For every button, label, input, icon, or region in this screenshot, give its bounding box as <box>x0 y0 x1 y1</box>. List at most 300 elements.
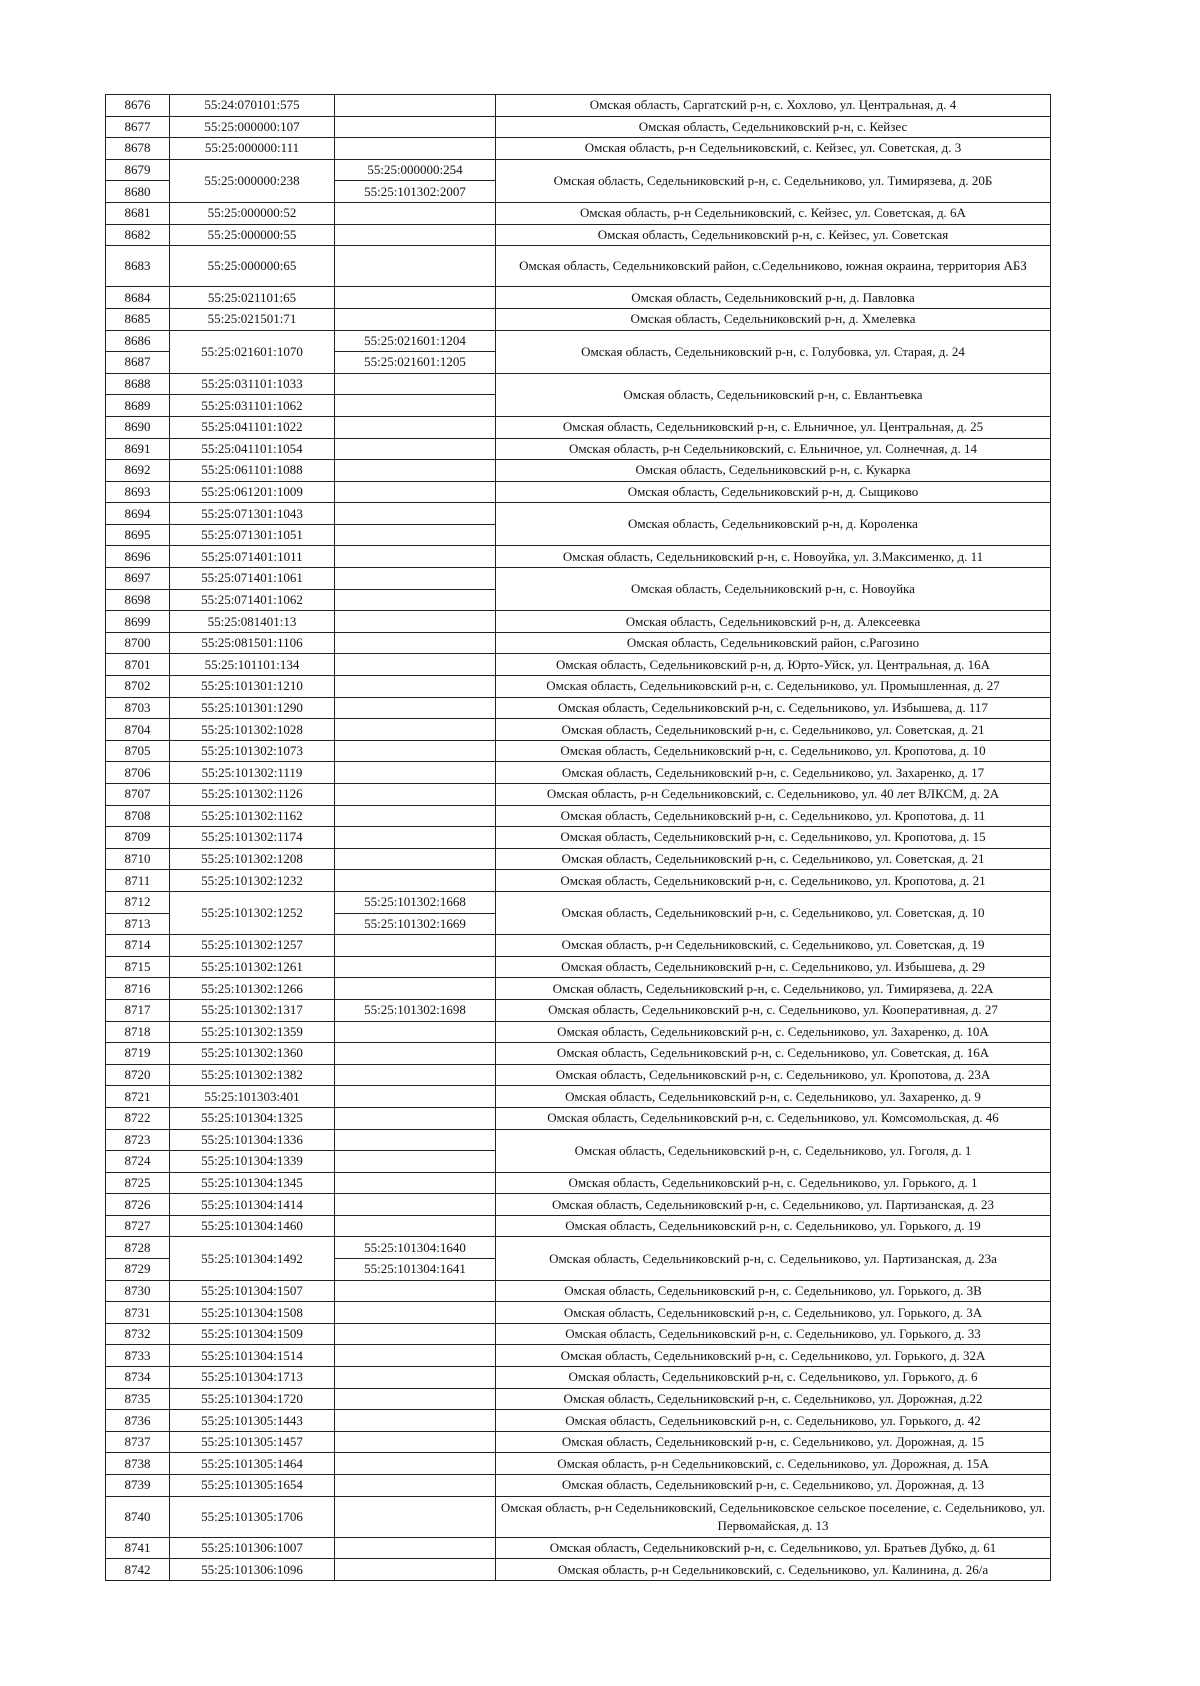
table-row <box>106 1043 1051 1065</box>
related-cadastral-number <box>335 1280 496 1302</box>
related-cadastral-number <box>335 654 496 676</box>
table-row <box>106 287 1051 309</box>
object-address: Омская область, Седельниковский р-н, с. Седельниково, ул. Советская, д. 21 <box>496 848 1051 870</box>
related-cadastral-number <box>335 1496 496 1537</box>
table-row <box>106 1475 1051 1497</box>
table-row <box>106 481 1051 503</box>
cadastral-number: 55:25:101304:1345 <box>170 1172 335 1194</box>
object-address: Омская область, Седельниковский р-н, д. Короленка <box>496 503 1051 546</box>
related-cadastral-number <box>335 438 496 460</box>
cadastral-number: 55:25:101305:1457 <box>170 1431 335 1453</box>
object-address: Омская область, Седельниковский р-н, с. Седельниково, ул. Дорожная, д. 15 <box>496 1431 1051 1453</box>
cadastral-number: 55:25:101302:1126 <box>170 784 335 806</box>
cadastral-number: 55:25:101302:1257 <box>170 935 335 957</box>
row-number: 8721 <box>106 1086 170 1108</box>
related-cadastral-number <box>335 978 496 1000</box>
related-cadastral-number <box>335 805 496 827</box>
row-number: 8700 <box>106 632 170 654</box>
related-cadastral-number <box>335 373 496 395</box>
object-address: Омская область, Седельниковский р-н, с. Седельниково, ул. Кропотова, д. 21 <box>496 870 1051 892</box>
cadastral-number: 55:25:071401:1062 <box>170 589 335 611</box>
cadastral-number: 55:25:101304:1325 <box>170 1107 335 1129</box>
table-row <box>106 1559 1051 1581</box>
cadastral-number: 55:25:101301:1210 <box>170 676 335 698</box>
related-cadastral-number <box>335 740 496 762</box>
cadastral-number: 55:25:101304:1713 <box>170 1367 335 1389</box>
cadastral-number: 55:25:000000:111 <box>170 138 335 160</box>
row-number: 8708 <box>106 805 170 827</box>
row-number: 8687 <box>106 352 170 374</box>
cadastral-number: 55:25:101302:1382 <box>170 1064 335 1086</box>
row-number: 8718 <box>106 1021 170 1043</box>
table-row <box>106 784 1051 806</box>
object-address: Омская область, Седельниковский р-н, с. Седельниково, ул. Кооперативная, д. 27 <box>496 999 1051 1021</box>
row-number: 8716 <box>106 978 170 1000</box>
cadastral-number: 55:25:101304:1509 <box>170 1323 335 1345</box>
related-cadastral-number <box>335 762 496 784</box>
row-number: 8709 <box>106 827 170 849</box>
cadastral-number: 55:25:101101:134 <box>170 654 335 676</box>
related-cadastral-number <box>335 632 496 654</box>
related-cadastral-number <box>335 1410 496 1432</box>
table-row <box>106 330 1051 352</box>
table-row <box>106 676 1051 698</box>
table-row <box>106 1237 1051 1259</box>
cadastral-number: 55:25:101302:1162 <box>170 805 335 827</box>
cadastral-number: 55:25:101306:1096 <box>170 1559 335 1581</box>
cadastral-number: 55:25:000000:65 <box>170 246 335 287</box>
related-cadastral-number <box>335 1367 496 1389</box>
row-number: 8710 <box>106 848 170 870</box>
table-row <box>106 870 1051 892</box>
object-address: Омская область, р-н Седельниковский, с. Кейзес, ул. Советская, д. 6А <box>496 202 1051 224</box>
related-cadastral-number: 55:25:101302:1668 <box>335 891 496 913</box>
table-row <box>106 654 1051 676</box>
object-address: Омская область, Седельниковский р-н, с. Седельниково, ул. Тимирязева, д. 22А <box>496 978 1051 1000</box>
table-row <box>106 568 1051 590</box>
cadastral-number: 55:25:101303:401 <box>170 1086 335 1108</box>
table-row <box>106 891 1051 913</box>
table-row <box>106 762 1051 784</box>
row-number: 8676 <box>106 95 170 117</box>
related-cadastral-number <box>335 1021 496 1043</box>
cadastral-number: 55:25:000000:107 <box>170 116 335 138</box>
cadastral-number: 55:25:101305:1443 <box>170 1410 335 1432</box>
object-address: Омская область, Седельниковский р-н, с. Седельниково, ул. Партизанская, д. 23 <box>496 1194 1051 1216</box>
object-address: Омская область, Седельниковский р-н, д. Сыщиково <box>496 481 1051 503</box>
row-number: 8730 <box>106 1280 170 1302</box>
table-row <box>106 1280 1051 1302</box>
object-address: Омская область, р-н Седельниковский, с. Седельниково, ул. Советская, д. 19 <box>496 935 1051 957</box>
related-cadastral-number <box>335 1215 496 1237</box>
related-cadastral-number <box>335 1475 496 1497</box>
cadastral-number: 55:25:101305:1706 <box>170 1496 335 1537</box>
row-number: 8688 <box>106 373 170 395</box>
row-number: 8693 <box>106 481 170 503</box>
row-number: 8737 <box>106 1431 170 1453</box>
related-cadastral-number <box>335 116 496 138</box>
cadastral-number: 55:25:101302:1208 <box>170 848 335 870</box>
cadastral-number: 55:25:101302:1028 <box>170 719 335 741</box>
table-row <box>106 416 1051 438</box>
cadastral-number: 55:25:101302:1232 <box>170 870 335 892</box>
object-address: Омская область, Седельниковский р-н, с. Седельниково, ул. Захаренко, д. 17 <box>496 762 1051 784</box>
row-number: 8681 <box>106 202 170 224</box>
object-address: Омская область, Седельниковский р-н, с. Новоуйка, ул. З.Максименко, д. 11 <box>496 546 1051 568</box>
related-cadastral-number: 55:25:021601:1204 <box>335 330 496 352</box>
object-address: Омская область, Седельниковский р-н, с. Кейзес <box>496 116 1051 138</box>
cadastral-number: 55:25:101304:1508 <box>170 1302 335 1324</box>
table-row <box>106 1323 1051 1345</box>
cadastral-number: 55:25:031101:1062 <box>170 395 335 417</box>
related-cadastral-number: 55:25:101302:2007 <box>335 181 496 203</box>
related-cadastral-number <box>335 1107 496 1129</box>
row-number: 8694 <box>106 503 170 525</box>
object-address: Омская область, Седельниковский р-н, с. Седельниково, ул. Горького, д. 1 <box>496 1172 1051 1194</box>
row-number: 8717 <box>106 999 170 1021</box>
row-number: 8683 <box>106 246 170 287</box>
row-number: 8690 <box>106 416 170 438</box>
cadastral-number: 55:25:101302:1359 <box>170 1021 335 1043</box>
object-address: Омская область, р-н Седельниковский, с. Ельничное, ул. Солнечная, д. 14 <box>496 438 1051 460</box>
cadastral-number: 55:25:101302:1073 <box>170 740 335 762</box>
table-row <box>106 1302 1051 1324</box>
related-cadastral-number <box>335 611 496 633</box>
table-row <box>106 460 1051 482</box>
object-address: Омская область, Седельниковский р-н, с. Кукарка <box>496 460 1051 482</box>
table-row <box>106 95 1051 117</box>
related-cadastral-number <box>335 719 496 741</box>
object-address: Омская область, Седельниковский р-н, с. Седельниково, ул. Дорожная, д.22 <box>496 1388 1051 1410</box>
related-cadastral-number <box>335 1194 496 1216</box>
table-row <box>106 503 1051 525</box>
cadastral-number: 55:25:101302:1119 <box>170 762 335 784</box>
cadastral-number: 55:25:021601:1070 <box>170 330 335 373</box>
cadastral-number: 55:25:101302:1261 <box>170 956 335 978</box>
object-address: Омская область, Седельниковский р-н, с. Седельниково, ул. Комсомольская, д. 46 <box>496 1107 1051 1129</box>
cadastral-number: 55:25:081401:13 <box>170 611 335 633</box>
related-cadastral-number: 55:25:101302:1698 <box>335 999 496 1021</box>
row-number: 8729 <box>106 1259 170 1281</box>
row-number: 8695 <box>106 524 170 546</box>
table-row <box>106 546 1051 568</box>
related-cadastral-number <box>335 1323 496 1345</box>
related-cadastral-number: 55:25:021601:1205 <box>335 352 496 374</box>
row-number: 8727 <box>106 1215 170 1237</box>
row-number: 8720 <box>106 1064 170 1086</box>
object-address: Омская область, Седельниковский р-н, д. Алексеевка <box>496 611 1051 633</box>
related-cadastral-number <box>335 589 496 611</box>
related-cadastral-number: 55:25:101304:1641 <box>335 1259 496 1281</box>
table-row <box>106 1107 1051 1129</box>
row-number: 8684 <box>106 287 170 309</box>
cadastral-number: 55:25:101302:1360 <box>170 1043 335 1065</box>
related-cadastral-number <box>335 546 496 568</box>
row-number: 8742 <box>106 1559 170 1581</box>
table-row <box>106 935 1051 957</box>
object-address: Омская область, Седельниковский р-н, д. Юрто-Уйск, ул. Центральная, д. 16А <box>496 654 1051 676</box>
table-row <box>106 1064 1051 1086</box>
row-number: 8719 <box>106 1043 170 1065</box>
cadastral-number: 55:25:031101:1033 <box>170 373 335 395</box>
object-address: Омская область, Седельниковский р-н, с. Седельниково, ул. Братьев Дубко, д. 61 <box>496 1537 1051 1559</box>
row-number: 8722 <box>106 1107 170 1129</box>
row-number: 8736 <box>106 1410 170 1432</box>
row-number: 8686 <box>106 330 170 352</box>
cadastral-number: 55:25:101305:1654 <box>170 1475 335 1497</box>
cadastral-number: 55:25:101305:1464 <box>170 1453 335 1475</box>
table-row <box>106 1410 1051 1432</box>
row-number: 8734 <box>106 1367 170 1389</box>
related-cadastral-number <box>335 416 496 438</box>
cadastral-number: 55:24:070101:575 <box>170 95 335 117</box>
table-row <box>106 1021 1051 1043</box>
related-cadastral-number <box>335 1453 496 1475</box>
object-address: Омская область, Седельниковский р-н, с. Седельниково, ул. Советская, д. 16А <box>496 1043 1051 1065</box>
cadastral-number: 55:25:000000:55 <box>170 224 335 246</box>
registry-table <box>105 94 1051 1581</box>
row-number: 8696 <box>106 546 170 568</box>
object-address: Омская область, Седельниковский р-н, с. Седельниково, ул. Избышева, д. 29 <box>496 956 1051 978</box>
related-cadastral-number <box>335 568 496 590</box>
related-cadastral-number <box>335 848 496 870</box>
related-cadastral-number <box>335 1086 496 1108</box>
object-address: Омская область, Седельниковский р-н, с. Седельниково, ул. Захаренко, д. 9 <box>496 1086 1051 1108</box>
row-number: 8738 <box>106 1453 170 1475</box>
table-row <box>106 116 1051 138</box>
table-row <box>106 1388 1051 1410</box>
related-cadastral-number <box>335 1172 496 1194</box>
row-number: 8679 <box>106 159 170 181</box>
row-number: 8705 <box>106 740 170 762</box>
object-address: Омская область, Седельниковский район, с.Рагозино <box>496 632 1051 654</box>
related-cadastral-number <box>335 481 496 503</box>
related-cadastral-number <box>335 784 496 806</box>
object-address: Омская область, р-н Седельниковский, с. Кейзес, ул. Советская, д. 3 <box>496 138 1051 160</box>
object-address: Омская область, р-н Седельниковский, с. Седельниково, ул. 40 лет ВЛКСМ, д. 2А <box>496 784 1051 806</box>
object-address: Омская область, Седельниковский р-н, с. Седельниково, ул. Дорожная, д. 13 <box>496 1475 1051 1497</box>
related-cadastral-number <box>335 138 496 160</box>
row-number: 8741 <box>106 1537 170 1559</box>
object-address: Омская область, Седельниковский р-н, с. Седельниково, ул. Горького, д. 6 <box>496 1367 1051 1389</box>
row-number: 8689 <box>106 395 170 417</box>
row-number: 8725 <box>106 1172 170 1194</box>
row-number: 8740 <box>106 1496 170 1537</box>
cadastral-number: 55:25:101302:1252 <box>170 891 335 934</box>
row-number: 8677 <box>106 116 170 138</box>
table-row <box>106 1345 1051 1367</box>
cadastral-number: 55:25:101304:1507 <box>170 1280 335 1302</box>
related-cadastral-number <box>335 95 496 117</box>
registry-rows <box>106 95 1051 1581</box>
related-cadastral-number <box>335 697 496 719</box>
object-address: Омская область, Седельниковский р-н, с. Седельниково, ул. Кропотова, д. 11 <box>496 805 1051 827</box>
table-row <box>106 827 1051 849</box>
cadastral-number: 55:25:071301:1043 <box>170 503 335 525</box>
table-row <box>106 1537 1051 1559</box>
related-cadastral-number <box>335 202 496 224</box>
table-row <box>106 138 1051 160</box>
cadastral-number: 55:25:101304:1514 <box>170 1345 335 1367</box>
cadastral-number: 55:25:081501:1106 <box>170 632 335 654</box>
table-row <box>106 246 1051 287</box>
row-number: 8704 <box>106 719 170 741</box>
table-row <box>106 1215 1051 1237</box>
row-number: 8726 <box>106 1194 170 1216</box>
row-number: 8691 <box>106 438 170 460</box>
row-number: 8735 <box>106 1388 170 1410</box>
cadastral-number: 55:25:071401:1061 <box>170 568 335 590</box>
related-cadastral-number <box>335 1388 496 1410</box>
cadastral-number: 55:25:101304:1492 <box>170 1237 335 1280</box>
cadastral-number: 55:25:061201:1009 <box>170 481 335 503</box>
object-address: Омская область, Седельниковский р-н, с. Кейзес, ул. Советская <box>496 224 1051 246</box>
row-number: 8685 <box>106 308 170 330</box>
table-row <box>106 848 1051 870</box>
object-address: Омская область, Седельниковский р-н, д. Хмелевка <box>496 308 1051 330</box>
row-number: 8703 <box>106 697 170 719</box>
row-number: 8692 <box>106 460 170 482</box>
related-cadastral-number: 55:25:101302:1669 <box>335 913 496 935</box>
cadastral-number: 55:25:101304:1720 <box>170 1388 335 1410</box>
table-row <box>106 308 1051 330</box>
row-number: 8711 <box>106 870 170 892</box>
object-address: Омская область, р-н Седельниковский, Седельниковское сельское поселение, с. Седельниково, ул. Первомайская, д. 13 <box>496 1496 1051 1537</box>
related-cadastral-number <box>335 224 496 246</box>
related-cadastral-number <box>335 1302 496 1324</box>
object-address: Омская область, Седельниковский р-н, с. Седельниково, ул. Избышева, д. 117 <box>496 697 1051 719</box>
cadastral-number: 55:25:101304:1414 <box>170 1194 335 1216</box>
object-address: Омская область, Седельниковский р-н, с. Седельниково, ул. Горького, д. 19 <box>496 1215 1051 1237</box>
cadastral-number: 55:25:021101:65 <box>170 287 335 309</box>
table-row <box>106 956 1051 978</box>
row-number: 8713 <box>106 913 170 935</box>
cadastral-number: 55:25:000000:238 <box>170 159 335 202</box>
related-cadastral-number <box>335 1345 496 1367</box>
row-number: 8715 <box>106 956 170 978</box>
table-row <box>106 373 1051 395</box>
table-row <box>106 1194 1051 1216</box>
table-row <box>106 1172 1051 1194</box>
object-address: Омская область, Саргатский р-н, с. Хохлово, ул. Центральная, д. 4 <box>496 95 1051 117</box>
related-cadastral-number: 55:25:101304:1640 <box>335 1237 496 1259</box>
related-cadastral-number <box>335 1559 496 1581</box>
related-cadastral-number <box>335 287 496 309</box>
table-row <box>106 1367 1051 1389</box>
object-address: Омская область, Седельниковский р-н, с. Голубовка, ул. Старая, д. 24 <box>496 330 1051 373</box>
object-address: Омская область, Седельниковский р-н, с. Седельниково, ул. Кропотова, д. 10 <box>496 740 1051 762</box>
object-address: Омская область, Седельниковский р-н, с. Новоуйка <box>496 568 1051 611</box>
row-number: 8723 <box>106 1129 170 1151</box>
cadastral-number: 55:25:101306:1007 <box>170 1537 335 1559</box>
row-number: 8732 <box>106 1323 170 1345</box>
row-number: 8702 <box>106 676 170 698</box>
table-row <box>106 740 1051 762</box>
cadastral-number: 55:25:101304:1460 <box>170 1215 335 1237</box>
related-cadastral-number <box>335 524 496 546</box>
object-address: Омская область, Седельниковский р-н, с. Седельниково, ул. Промышленная, д. 27 <box>496 676 1051 698</box>
object-address: Омская область, Седельниковский р-н, с. Седельниково, ул. Партизанская, д. 23а <box>496 1237 1051 1280</box>
related-cadastral-number <box>335 1537 496 1559</box>
table-row <box>106 1129 1051 1151</box>
cadastral-number: 55:25:101304:1339 <box>170 1151 335 1173</box>
related-cadastral-number <box>335 956 496 978</box>
row-number: 8714 <box>106 935 170 957</box>
object-address: Омская область, Седельниковский р-н, с. Седельниково, ул. Горького, д. 3А <box>496 1302 1051 1324</box>
cadastral-number: 55:25:101302:1266 <box>170 978 335 1000</box>
object-address: Омская область, Седельниковский р-н, с. Седельниково, ул. Горького, д. 33 <box>496 1323 1051 1345</box>
cadastral-number: 55:25:000000:52 <box>170 202 335 224</box>
cadastral-number: 55:25:101301:1290 <box>170 697 335 719</box>
row-number: 8678 <box>106 138 170 160</box>
related-cadastral-number <box>335 827 496 849</box>
table-row <box>106 978 1051 1000</box>
table-row <box>106 159 1051 181</box>
object-address: Омская область, Седельниковский р-н, с. Евлантьевка <box>496 373 1051 416</box>
row-number: 8724 <box>106 1151 170 1173</box>
object-address: Омская область, Седельниковский р-н, с. Седельниково, ул. Горького, д. 42 <box>496 1410 1051 1432</box>
related-cadastral-number <box>335 1151 496 1173</box>
object-address: Омская область, Седельниковский р-н, с. Седельниково, ул. Советская, д. 21 <box>496 719 1051 741</box>
related-cadastral-number <box>335 1129 496 1151</box>
row-number: 8731 <box>106 1302 170 1324</box>
table-row <box>106 632 1051 654</box>
object-address: Омская область, Седельниковский р-н, с. Седельниково, ул. Горького, д. 32А <box>496 1345 1051 1367</box>
cadastral-number: 55:25:061101:1088 <box>170 460 335 482</box>
table-row <box>106 1453 1051 1475</box>
object-address: Омская область, Седельниковский р-н, с. Седельниково, ул. Захаренко, д. 10А <box>496 1021 1051 1043</box>
related-cadastral-number <box>335 395 496 417</box>
row-number: 8712 <box>106 891 170 913</box>
object-address: Омская область, Седельниковский р-н, д. Павловка <box>496 287 1051 309</box>
object-address: Омская область, Седельниковский р-н, с. Ельничное, ул. Центральная, д. 25 <box>496 416 1051 438</box>
related-cadastral-number <box>335 676 496 698</box>
cadastral-number: 55:25:101304:1336 <box>170 1129 335 1151</box>
object-address: Омская область, Седельниковский р-н, с. Седельниково, ул. Тимирязева, д. 20Б <box>496 159 1051 202</box>
object-address: Омская область, р-н Седельниковский, с. Седельниково, ул. Дорожная, д. 15А <box>496 1453 1051 1475</box>
object-address: Омская область, Седельниковский р-н, с. Седельниково, ул. Кропотова, д. 23А <box>496 1064 1051 1086</box>
table-row <box>106 224 1051 246</box>
object-address: Омская область, Седельниковский р-н, с. Седельниково, ул. Горького, д. 3В <box>496 1280 1051 1302</box>
table-row <box>106 202 1051 224</box>
row-number: 8701 <box>106 654 170 676</box>
related-cadastral-number <box>335 308 496 330</box>
row-number: 8739 <box>106 1475 170 1497</box>
cadastral-number: 55:25:101302:1317 <box>170 999 335 1021</box>
row-number: 8699 <box>106 611 170 633</box>
related-cadastral-number <box>335 870 496 892</box>
row-number: 8728 <box>106 1237 170 1259</box>
row-number: 8698 <box>106 589 170 611</box>
row-number: 8697 <box>106 568 170 590</box>
table-row <box>106 805 1051 827</box>
cadastral-number: 55:25:101302:1174 <box>170 827 335 849</box>
row-number: 8680 <box>106 181 170 203</box>
table-row <box>106 1431 1051 1453</box>
row-number: 8733 <box>106 1345 170 1367</box>
table-row <box>106 438 1051 460</box>
cadastral-number: 55:25:071401:1011 <box>170 546 335 568</box>
row-number: 8706 <box>106 762 170 784</box>
table-row <box>106 999 1051 1021</box>
related-cadastral-number <box>335 1064 496 1086</box>
row-number: 8682 <box>106 224 170 246</box>
cadastral-number: 55:25:021501:71 <box>170 308 335 330</box>
table-row <box>106 611 1051 633</box>
table-row <box>106 1086 1051 1108</box>
table-row <box>106 697 1051 719</box>
related-cadastral-number: 55:25:000000:254 <box>335 159 496 181</box>
